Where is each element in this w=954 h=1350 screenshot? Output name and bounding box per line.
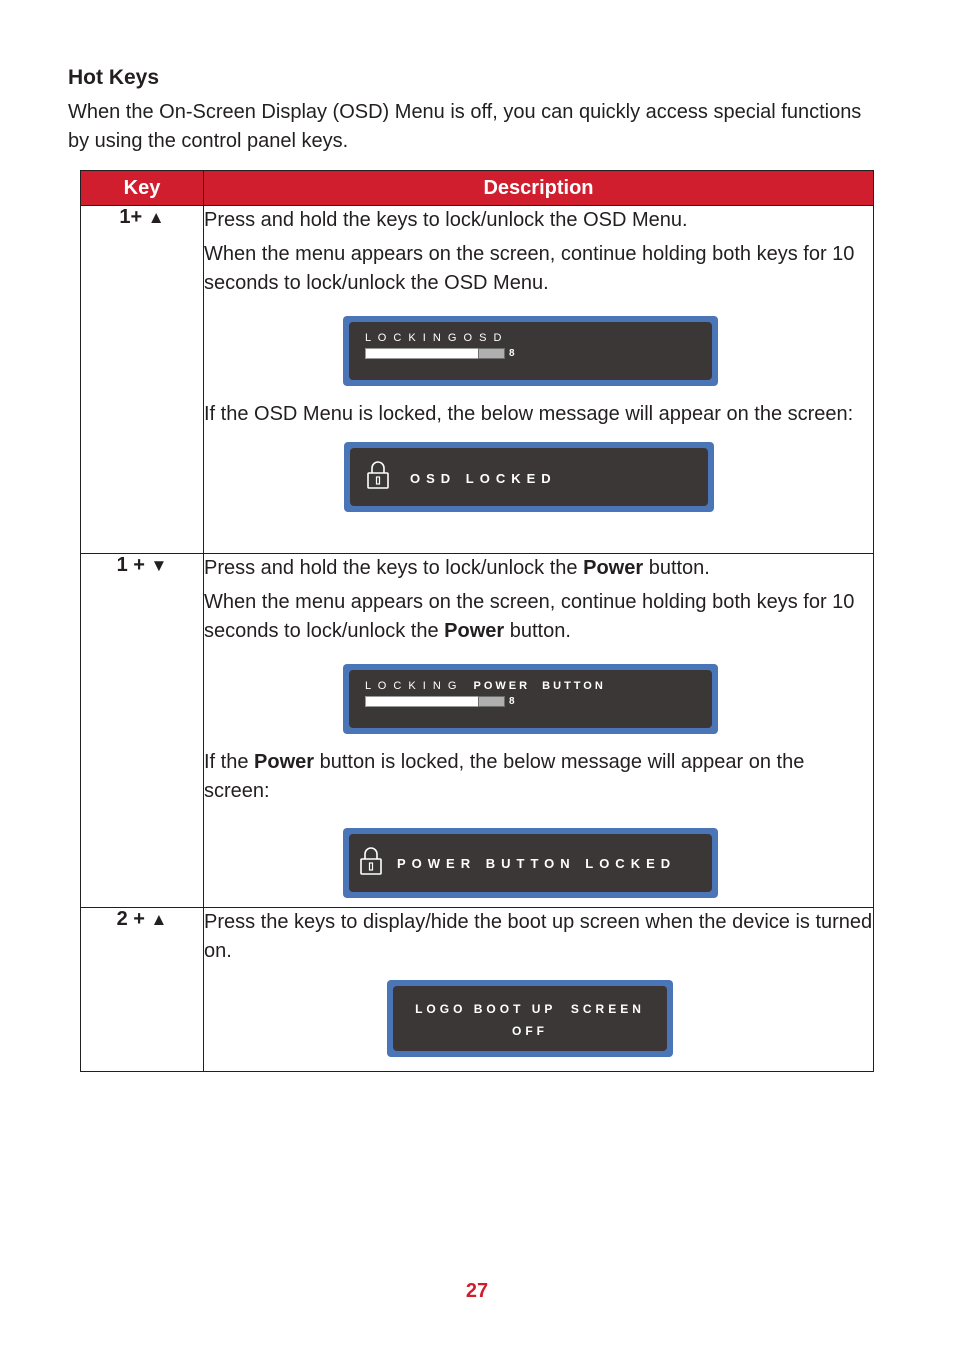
lock-progress-bar — [365, 348, 503, 359]
up-arrow-icon: ▲ — [147, 208, 165, 227]
description-cell — [204, 554, 874, 908]
progress-count: 8 — [509, 696, 515, 707]
padlock-icon — [366, 460, 390, 493]
progress-knob — [478, 696, 505, 707]
intro-paragraph: When the On-Screen Display (OSD) Menu is off, you can quickly access special functions by using the control panel keys. — [68, 101, 862, 152]
osd-dialog-label: POWER BUTTON LOCKED — [397, 856, 677, 871]
progress-knob — [478, 348, 505, 359]
hotkeys-table — [80, 170, 874, 1072]
page-number: 27 — [465, 1280, 489, 1302]
key-combo-text: 2 + — [116, 908, 151, 930]
down-arrow-icon: ▼ — [150, 556, 168, 575]
key-cell — [81, 554, 204, 908]
osd-dialog-label: L O C K I N G POWER BUTTON — [365, 680, 606, 692]
table-row — [81, 206, 874, 554]
progress-count: 8 — [509, 348, 515, 359]
key-combo-text: 1 + — [116, 554, 151, 576]
table-row — [81, 908, 874, 1072]
description-cell — [204, 206, 874, 554]
lock-progress-bar — [365, 696, 503, 707]
key-cell — [81, 908, 204, 1072]
description-cell — [204, 908, 874, 1072]
description-text: If the OSD Menu is locked, the below message will appear on the screen: — [204, 403, 854, 425]
description-text: Press and hold the keys to lock/unlock the Power button. — [204, 557, 710, 579]
osd-locked-dialog — [344, 442, 714, 512]
osd-locking-progress-dialog — [343, 316, 718, 386]
osd-locking-progress-dialog — [343, 664, 718, 734]
osd-locked-dialog — [343, 828, 718, 898]
key-cell — [81, 206, 204, 554]
padlock-icon — [359, 846, 383, 879]
description-text: When the menu appears on the screen, continue holding both keys for 10 seconds to lock/unlock the Power button. — [204, 591, 855, 642]
osd-dialog-label: LOGO BOOT UP SCREEN — [415, 1002, 645, 1016]
osd-dialog-label: L O C K I N G O S D — [365, 332, 504, 344]
description-text: Press and hold the keys to lock/unlock the OSD Menu. — [204, 209, 688, 231]
description-text: If the Power button is locked, the below message will appear on the screen: — [204, 751, 805, 802]
osd-logo-boot-dialog — [387, 980, 673, 1057]
header-description: Description — [204, 171, 874, 206]
header-key: Key — [81, 171, 204, 206]
up-arrow-icon: ▲ — [150, 910, 168, 929]
table-header-row — [81, 171, 874, 206]
osd-dialog-label: OSD LOCKED — [410, 471, 557, 486]
description-text: When the menu appears on the screen, continue holding both keys for 10 seconds to lock/unlock the OSD Menu. — [204, 243, 855, 294]
section-title: Hot Keys — [68, 66, 160, 89]
table-row — [81, 554, 874, 908]
description-text: Press the keys to display/hide the boot up screen when the device is turned on. — [204, 911, 873, 962]
key-combo-text: 1+ — [119, 206, 148, 228]
osd-dialog-value: OFF — [512, 1024, 548, 1038]
